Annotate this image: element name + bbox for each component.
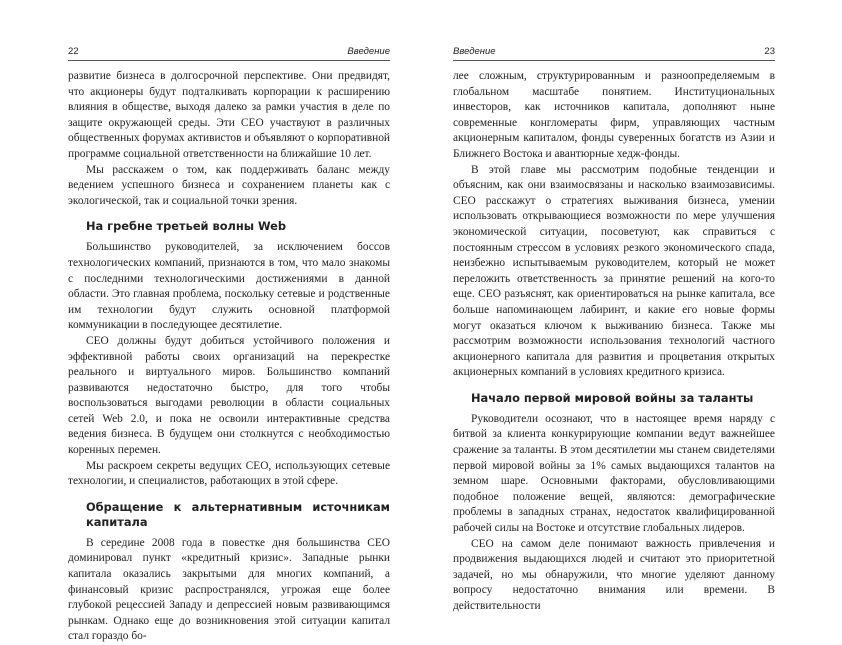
paragraph: развитие бизнеса в долгосрочной перспективе. Они предвидят, что акционеры будут подталкивать корпорации к расширению влияния в обществе, выходя далеко за рамки участия в деле по защите окружающей среды. Эти CEO участвуют в различных общественных форумах активистов и объявляют о корпоративной программе социальной ответственности на ближайшие 10 лет. [68,70,390,160]
left-page [0,0,421,643]
section-heading: На гребне третьей волны Web [86,219,287,234]
left-text-block [68,69,390,645]
right-page [421,0,842,612]
paragraph: лее сложным, структурированным и разноопределяемым в глобальном масштабе понятием. Институциональных инвесторов, как источников капитала, дополняют ныне современные конгломераты фирм, управляющих частным акционерным капиталом, фонды суверенных богатств из Азии и Ближнего Востока и авантюрные хедж-фонды. [453,70,775,160]
paragraph: CEO на самом деле понимают важность привлечения и продвижения выдающихся людей и считают это приоритетной задачей, но мы обнаружили, что многие уделяют данному вопросу недостаточно внимания или времени. В действительности [453,537,775,612]
paragraph: Руководители осознают, что в настоящее время наряду с битвой за клиента конкурирующие компании ведут важнейшее сражение за таланты. В этом десятилетии мы станем свидетелями первой мировой войны за 1% самых выдающихся талантов на земном шаре. Основными факторами, обусловливающими подобное положение вещей, являются: демографические проблемы в западных странах, недостаток квалифицированной рабочей силы на Востоке и отсутствие глобальных лидеров. [453,412,775,535]
right-running-head [453,46,775,61]
paragraph: Мы расскажем о том, как поддерживать баланс между ведением успешного бизнеса и сохранением планеты как с экологической, так и социальной точки зрения. [68,163,390,207]
left-page-number: 22 [68,46,79,57]
paragraph: Мы раскроем секреты ведущих CEO, использующих сетевые технологии, и специалистов, работающих в этой сфере. [68,459,390,488]
section-heading: Обращение к альтернативным источникам капитала [86,499,390,529]
paragraph: В этой главе мы рассмотрим подобные тенденции и объясним, как они взаимосвязаны и насколько взаимозависимы. CEO расскажут о стратегиях выживания бизнеса, умении использовать открывающиеся возможности по мере улучшения экономической ситуации, посоветуют, как справиться с постоянным стрессом в условиях резкого экономического спада, неизбежно испытываемым руководителем, который не может переложить ответственность за принятие решений на кого-то еще. CEO разъяснят, как ориентироваться на рынке капитала, все больше напоминающем лабиринт, и какие его новые формы могут оказаться ключом к выживанию бизнеса. Также мы рассмотрим возможности использования технологий частного акционерного капитала для развития и процветания открытых акционерных компаний в условиях кредитного кризиса. [453,163,775,379]
left-section-title: Введение [347,46,390,57]
right-section-title: Введение [453,46,496,57]
left-running-head [68,46,390,61]
right-text-block [453,69,775,615]
paragraph: Большинство руководителей, за исключением боссов технологических компаний, признаются в том, что мало знакомы с последними технологическими достижениями в данной области. Это главная проблема, поскольку сетевые и родственные им технологии будут служить основной платформой коммуникации в последующее десятилетие. [68,241,390,332]
paragraph: В середине 2008 года в повестке дня большинства CEO доминировал пункт «кредитный кризис». Западные рынки капитала оказались закрытыми для многих компаний, а финансовый кризис распространялся, угрожая еще более глубокой рецессией Западу и депрессией новым развивающимся рынкам. Однако еще до возникновения этой ситуации капитал стал гораздо бо- [68,536,390,643]
paragraph: CEO должны будут добиться устойчивого положения и эффективной работы своих организаций на перекрестке реального и виртуального миров. Большинство компаний развиваются недостаточно быстро, для того чтобы воспользоваться выгодами революции в области социальных сетей Web 2.0, и пока не освоили интерактивные средства ведения бизнеса. В будущем они столкнутся с необходимостью коренных перемен. [68,334,390,457]
section-heading: Начало первой мировой войны за таланты [471,390,754,405]
right-page-number: 23 [764,46,775,57]
